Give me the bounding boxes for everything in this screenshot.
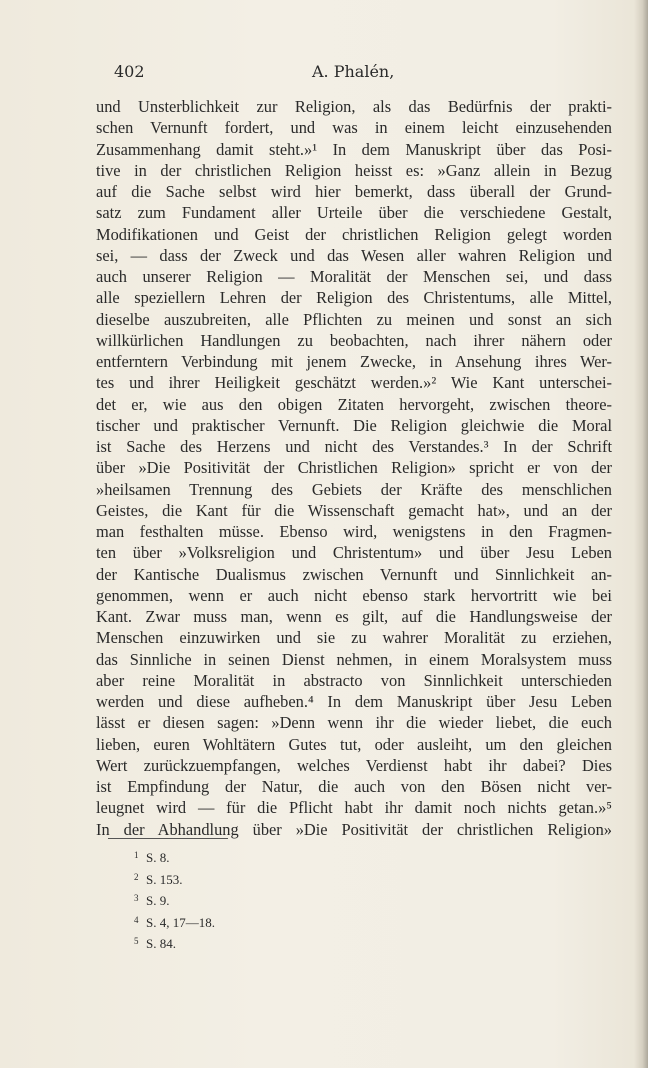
footnote-text: S. 8. bbox=[146, 850, 170, 865]
text-line: entferntern Verbindung mit jenem Zwecke, in Ansehung ihres Wer- bbox=[96, 352, 612, 371]
text-line: Modifikationen und Geist der christlichen Religion gelegt worden bbox=[96, 224, 612, 244]
text-line: genommen, wenn er auch nicht ebenso stark hervortritt wie bei bbox=[96, 585, 612, 605]
text-line: der Kantische Dualismus zwischen Vernunft und Sinnlichkeit an- bbox=[96, 564, 612, 584]
text-line: willkürlichen Handlungen zu beobachten, nach ihrer nähern oder bbox=[96, 330, 612, 350]
footnote-text: S. 4, 17—18. bbox=[146, 914, 215, 930]
body-text bbox=[96, 96, 612, 840]
text-line: auf die Sache selbst wird hier bemerkt, dass überall der Grund- bbox=[96, 182, 612, 201]
text-line: ten über »Volksreligion und Christentum» und über Jesu Leben bbox=[96, 543, 612, 563]
footnote-mark: 4 bbox=[134, 914, 139, 925]
text-line: Menschen einzuwirken und sie zu wahrer Moralität zu erziehen, bbox=[96, 628, 612, 648]
text-line: aber reine Moralität in abstracto von Sinnlichkeit unterschieden bbox=[96, 670, 612, 690]
footnotes bbox=[134, 846, 334, 954]
text-line: »heilsamen Trennung des Gebiets der Kräfte des menschlichen bbox=[96, 479, 612, 499]
footnote bbox=[134, 868, 334, 890]
text-line: Geistes, die Kant für die Wissenschaft gemacht hat», und an der bbox=[96, 500, 612, 520]
footnote-text: S. 153. bbox=[146, 871, 183, 887]
footnote-mark: 3 bbox=[134, 893, 139, 903]
text-line: lieben, euren Wohltätern Gutes tut, oder ausleiht, um den gleichen bbox=[96, 734, 612, 754]
text-line: das Sinnliche in seinen Dienst nehmen, in einem Moralsystem muss bbox=[96, 649, 612, 669]
text-line: det er, wie aus den obigen Zitaten hervorgeht, zwischen theore- bbox=[96, 394, 612, 414]
footnote bbox=[134, 889, 334, 911]
footnote bbox=[134, 911, 334, 933]
footnote-text: S. 84. bbox=[146, 936, 176, 951]
text-line: tive in der christlichen Religion heisst es: »Ganz allein in Bezug bbox=[96, 160, 612, 180]
text-line: werden und diese aufheben.⁴ In dem Manuskript über Jesu Leben bbox=[96, 692, 612, 711]
text-line: ist Empfindung der Natur, die auch von den Bösen nicht ver- bbox=[96, 777, 612, 796]
text-line: dieselbe auszubreiten, alle Pflichten zu meinen und sonst an sich bbox=[96, 309, 612, 329]
text-line: sei, — dass der Zweck und das Wesen aller wahren Religion und bbox=[96, 245, 612, 265]
text-line: lässt er diesen sagen: »Denn wenn ihr die wieder liebet, die euch bbox=[96, 713, 612, 733]
footnote bbox=[134, 846, 334, 868]
text-line: tes und ihrer Heiligkeit geschätzt werden.»² Wie Kant unterschei- bbox=[96, 373, 612, 393]
text-line: Kant. Zwar muss man, wenn es gilt, auf die Handlungsweise der bbox=[96, 607, 612, 626]
text-line: satz zum Fundament aller Urteile über die verschiedene Gestalt, bbox=[96, 203, 612, 223]
text-line: man festhalten müsse. Ebenso wird, wenigstens in den Fragmen- bbox=[96, 522, 612, 541]
text-line: und Unsterblichkeit zur Religion, als das Bedürfnis der prakti- bbox=[96, 97, 612, 116]
text-line: In der Abhandlung über »Die Positivität der christlichen Religion» bbox=[96, 819, 612, 839]
text-line: Zusammenhang damit steht.»¹ In dem Manuskript über das Posi- bbox=[96, 139, 612, 159]
text-line: über »Die Positivität der Christlichen Religion» spricht er von der bbox=[96, 458, 612, 478]
footnote-rule bbox=[108, 838, 228, 839]
footnote-mark: 1 bbox=[134, 850, 139, 860]
text-line: ist Sache des Herzens und nicht des Verstandes.³ In der Schrift bbox=[96, 437, 612, 456]
running-head: A. Phalén, bbox=[312, 62, 395, 81]
page-header bbox=[96, 62, 612, 86]
text-line: leugnet wird — für die Pflicht habt ihr damit noch nichts getan.»⁵ bbox=[96, 798, 612, 818]
footnote-mark: 2 bbox=[134, 871, 139, 882]
footnote-text: S. 9. bbox=[146, 893, 170, 908]
page-edge-shadow bbox=[634, 0, 648, 1068]
page-number: 402 bbox=[114, 62, 145, 81]
text-line: alle speziellern Lehren der Religion des Christentums, alle Mittel, bbox=[96, 288, 612, 308]
text-line: schen Vernunft fordert, und was in einem leicht einzusehenden bbox=[96, 118, 612, 138]
text-line: Wert zurückzuempfangen, welches Verdienst habt ihr dabei? Dies bbox=[96, 755, 612, 775]
text-line: tischer und praktischer Vernunft. Die Religion gleichwie die Moral bbox=[96, 415, 612, 435]
text-line: auch unserer Religion — Moralität der Menschen sei, und dass bbox=[96, 267, 612, 286]
footnote-mark: 5 bbox=[134, 936, 139, 946]
footnote bbox=[134, 932, 334, 954]
